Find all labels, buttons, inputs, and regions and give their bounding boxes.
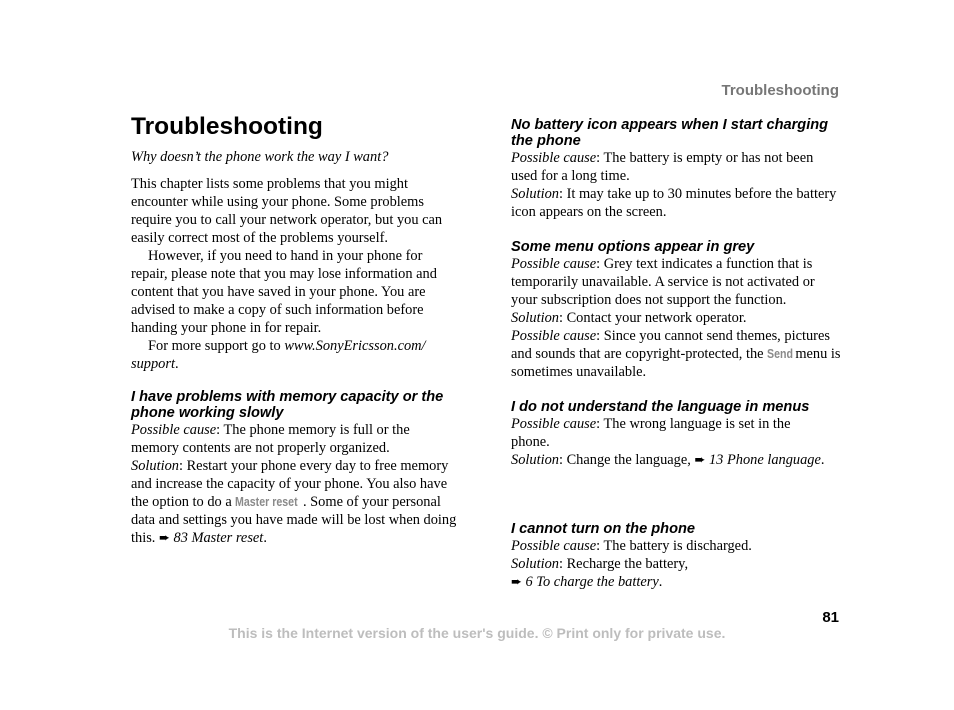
support-link[interactable]: www.SonyEricsson.com/ support — [131, 338, 426, 372]
cause-label: Possible cause — [511, 150, 597, 166]
intro-paragraph-1: This chapter lists some problems that you might encounter while using your phone. Some problems require you to call your network operator, but you can easily correct most of the problems yourself. — [131, 176, 443, 246]
cause-text: : Grey text indicates a function that is temporarily unavailable. A service is not activated or your subscription does not support the function. — [511, 256, 815, 308]
battery-icon-heading: No battery icon appears when I start charging the phone — [511, 117, 829, 149]
grey-menu-heading: Some menu options appear in grey — [511, 239, 755, 255]
solution-text: : Recharge the battery, — [558, 556, 689, 572]
battery-icon-cause — [511, 149, 841, 185]
solution-text: : It may take up to 30 minutes before the battery icon appears on the screen. — [511, 186, 837, 220]
solution-label: Solution — [511, 186, 559, 202]
master-reset-menu-label: Master reset — [235, 495, 298, 509]
right-arrow-icon: ➨ — [511, 575, 522, 590]
power-heading: I cannot turn on the phone — [511, 521, 696, 537]
language-heading: I do not understand the language in menus — [511, 399, 810, 415]
power-cause — [511, 537, 841, 555]
ref-end: . — [263, 530, 267, 546]
page-title: Troubleshooting — [131, 113, 323, 140]
ref-end: . — [658, 574, 663, 590]
page-subtitle: Why doesn’t the phone work the way I want? — [131, 149, 389, 165]
intro-block — [131, 175, 461, 373]
power-ref-line — [511, 573, 841, 592]
grey-menu-cause-1 — [511, 255, 841, 309]
page-number: 81 — [822, 609, 839, 626]
running-head: Troubleshooting — [721, 82, 839, 99]
cause-text: : The wrong language is set in the phone. — [511, 416, 791, 450]
language-solution — [511, 451, 841, 470]
master-reset-ref[interactable]: 83 Master reset — [173, 530, 264, 546]
cause-text: : The battery is discharged. — [596, 538, 752, 554]
footer-notice: This is the Internet version of the user's guide. © Print only for private use. — [228, 625, 726, 641]
cause-text: : Since you cannot send themes, pictures and sounds that are copyright-protected, the — [511, 328, 830, 362]
cause-text-cont: menu is sometimes unavailable. — [511, 346, 841, 380]
solution-text-cont: . Some of your personal data and settings you have made will be lost when doing this. — [131, 494, 457, 546]
grey-menu-section — [511, 239, 841, 381]
solution-label: Solution — [131, 458, 179, 474]
battery-icon-section — [511, 117, 841, 221]
send-menu-label: Send — [767, 347, 794, 361]
solution-label: Solution — [511, 310, 559, 326]
right-arrow-icon: ➨ — [159, 531, 170, 546]
cause-label: Possible cause — [511, 538, 597, 554]
grey-menu-cause-2 — [511, 327, 841, 381]
intro-paragraph-3 — [131, 337, 461, 373]
solution-text: : Restart your phone every day to free memory and increase the capacity of your phone. You also have the option to do a — [131, 458, 449, 510]
power-section — [511, 521, 841, 592]
memory-cause — [131, 421, 461, 457]
cause-label: Possible cause — [131, 422, 217, 438]
language-cause — [511, 415, 791, 451]
cause-text: : The battery is empty or has not been used for a long time. — [511, 150, 814, 184]
cause-label: Possible cause — [511, 328, 597, 344]
ref-end: . — [820, 452, 825, 468]
cause-label: Possible cause — [511, 416, 597, 432]
solution-text: : Change the language, — [558, 452, 695, 468]
memory-solution — [131, 457, 461, 548]
battery-icon-solution — [511, 185, 841, 221]
memory-heading: I have problems with memory capacity or the phone working slowly — [131, 389, 444, 421]
intro-end: . — [174, 356, 179, 372]
grey-menu-solution — [511, 309, 841, 327]
power-solution — [511, 555, 841, 573]
memory-section — [131, 389, 461, 548]
solution-text: : Contact your network operator. — [558, 310, 747, 326]
solution-label: Solution — [511, 556, 559, 572]
language-section — [511, 399, 841, 470]
solution-label: Solution — [511, 452, 559, 468]
charge-battery-ref[interactable]: 6 To charge the battery — [525, 574, 659, 590]
cause-label: Possible cause — [511, 256, 597, 272]
intro-text: For more support go to — [148, 338, 285, 354]
phone-language-ref[interactable]: 13 Phone language — [708, 452, 821, 468]
cause-text: : The phone memory is full or the memory contents are not properly organized. — [131, 422, 410, 456]
intro-paragraph-2: However, if you need to hand in your phone for repair, please note that you may lose information and content that you have saved in your phone. You are advised to make a copy of such information before handing your phone in for repair. — [131, 248, 437, 336]
right-arrow-icon: ➨ — [694, 453, 706, 468]
